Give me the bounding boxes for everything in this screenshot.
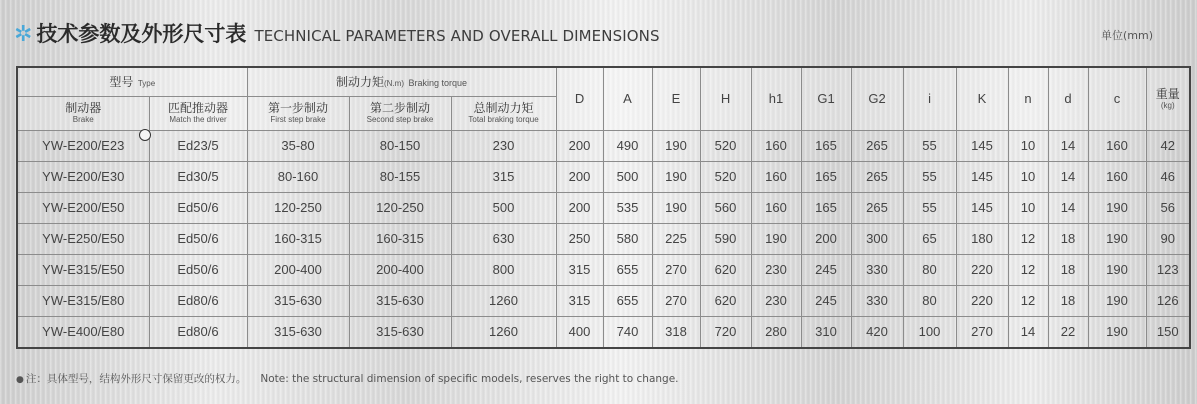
table-cell: 160-315 [247, 223, 349, 254]
table-cell: 560 [700, 192, 751, 223]
asterisk-icon: ✲ [14, 22, 33, 47]
table-cell: 230 [751, 254, 801, 285]
table-cell: 580 [603, 223, 652, 254]
table-cell: 490 [603, 130, 652, 161]
table-cell: 265 [851, 161, 903, 192]
table-cell: 22 [1048, 316, 1088, 348]
table-cell: 740 [603, 316, 652, 348]
brake-model-cell: YW-E200/E30 [17, 161, 149, 192]
table-cell: 190 [1088, 254, 1146, 285]
table-row [17, 192, 1190, 223]
table-cell: 620 [700, 254, 751, 285]
table-cell: 265 [851, 192, 903, 223]
table-cell: 630 [451, 223, 556, 254]
table-cell: 190 [1088, 192, 1146, 223]
table-cell: 123 [1146, 254, 1190, 285]
table-cell: 315 [556, 285, 603, 316]
table-cell: 165 [801, 192, 851, 223]
table-cell: 80-150 [349, 130, 451, 161]
page-title [14, 18, 660, 48]
table-cell: 300 [851, 223, 903, 254]
table-cell: 270 [652, 254, 700, 285]
table-cell: 500 [451, 192, 556, 223]
brake-model-cell: YW-E400/E80 [17, 316, 149, 348]
table-cell: 200-400 [349, 254, 451, 285]
table-cell: 190 [1088, 285, 1146, 316]
dim-header-H: H [700, 67, 751, 130]
table-cell: 330 [851, 254, 903, 285]
table-row [17, 316, 1190, 348]
table-cell: 310 [801, 316, 851, 348]
table-cell: 315 [556, 254, 603, 285]
table-cell: 190 [652, 161, 700, 192]
table-cell: 55 [903, 130, 956, 161]
table-cell: 12 [1008, 285, 1048, 316]
table-cell: 400 [556, 316, 603, 348]
table-cell: 318 [652, 316, 700, 348]
table-cell: 160-315 [349, 223, 451, 254]
driver-cell: Ed50/6 [149, 192, 247, 223]
table-cell: 55 [903, 161, 956, 192]
brake-model-cell: YW-E315/E50 [17, 254, 149, 285]
table-cell: 10 [1008, 192, 1048, 223]
table-cell: 230 [751, 285, 801, 316]
table-cell: 160 [751, 130, 801, 161]
table-cell: 315-630 [349, 285, 451, 316]
first-step-header: 第一步制动 First step brake [247, 96, 349, 130]
table-cell: 120-250 [349, 192, 451, 223]
table-cell: 160 [751, 161, 801, 192]
table-cell: 315-630 [247, 316, 349, 348]
table-cell: 65 [903, 223, 956, 254]
table-row [17, 161, 1190, 192]
table-cell: 165 [801, 161, 851, 192]
table-cell: 1260 [451, 285, 556, 316]
driver-cell: Ed80/6 [149, 316, 247, 348]
table-cell: 12 [1008, 223, 1048, 254]
dim-header-E: E [652, 67, 700, 130]
table-cell: 330 [851, 285, 903, 316]
table-cell: 46 [1146, 161, 1190, 192]
footnote [16, 371, 679, 386]
table-cell: 160 [751, 192, 801, 223]
table-cell: 80 [903, 254, 956, 285]
table-cell: 225 [652, 223, 700, 254]
dim-header-d: d [1048, 67, 1088, 130]
table-cell: 315-630 [247, 285, 349, 316]
table-cell: 200 [801, 223, 851, 254]
table-cell: 270 [652, 285, 700, 316]
driver-cell: Ed50/6 [149, 254, 247, 285]
table-cell: 520 [700, 130, 751, 161]
table-cell: 220 [956, 254, 1008, 285]
driver-cell: Ed23/5 [149, 130, 247, 161]
footnote-english: Note: the structural dimension of specific models, reserves the right to change. [260, 373, 679, 385]
table-cell: 250 [556, 223, 603, 254]
table-cell: 590 [700, 223, 751, 254]
table-cell: 80-160 [247, 161, 349, 192]
title-chinese: 技术参数及外形尺寸表 [36, 22, 247, 46]
table-cell: 145 [956, 130, 1008, 161]
table-cell: 245 [801, 254, 851, 285]
table-cell: 14 [1048, 192, 1088, 223]
braking-torque-header: 制动力矩(N.m) Braking torque [247, 67, 556, 96]
table-cell: 190 [652, 130, 700, 161]
table-cell: 165 [801, 130, 851, 161]
brake-model-cell: YW-E200/E23 [17, 130, 149, 161]
table-cell: 200 [556, 130, 603, 161]
dim-header-c: c [1088, 67, 1146, 130]
circle-marker-icon [139, 129, 151, 141]
table-cell: 190 [751, 223, 801, 254]
table-cell: 535 [603, 192, 652, 223]
table-cell: 200 [556, 161, 603, 192]
table-row [17, 285, 1190, 316]
table-cell: 90 [1146, 223, 1190, 254]
table-cell: 200-400 [247, 254, 349, 285]
table-cell: 190 [652, 192, 700, 223]
table-cell: 280 [751, 316, 801, 348]
table-cell: 80 [903, 285, 956, 316]
table-cell: 220 [956, 285, 1008, 316]
table-cell: 12 [1008, 254, 1048, 285]
table-cell: 10 [1008, 161, 1048, 192]
total-torque-header: 总制动力矩 Total braking torque [451, 96, 556, 130]
table-cell: 42 [1146, 130, 1190, 161]
dim-header-A: A [603, 67, 652, 130]
table-cell: 230 [451, 130, 556, 161]
dim-header-D: D [556, 67, 603, 130]
driver-cell: Ed30/5 [149, 161, 247, 192]
bullet-icon: ● [16, 375, 24, 385]
table-cell: 35-80 [247, 130, 349, 161]
table-cell: 14 [1008, 316, 1048, 348]
dim-header-G1: G1 [801, 67, 851, 130]
table-cell: 190 [1088, 223, 1146, 254]
title-english: TECHNICAL PARAMETERS AND OVERALL DIMENSIONS [254, 27, 660, 45]
table-cell: 520 [700, 161, 751, 192]
table-cell: 1260 [451, 316, 556, 348]
table-cell: 180 [956, 223, 1008, 254]
unit-label: 单位(mm) [1100, 29, 1153, 42]
table-cell: 200 [556, 192, 603, 223]
table-cell: 315 [451, 161, 556, 192]
table-cell: 190 [1088, 316, 1146, 348]
second-step-header: 第二步制动 Second step brake [349, 96, 451, 130]
table-cell: 100 [903, 316, 956, 348]
table-cell: 270 [956, 316, 1008, 348]
weight-header: 重量 (kg) [1146, 67, 1190, 130]
driver-cell: Ed50/6 [149, 223, 247, 254]
table-cell: 620 [700, 285, 751, 316]
table-cell: 265 [851, 130, 903, 161]
table-cell: 80-155 [349, 161, 451, 192]
table-cell: 18 [1048, 285, 1088, 316]
table-cell: 315-630 [349, 316, 451, 348]
table-cell: 655 [603, 285, 652, 316]
footnote-chinese: 注：具体型号，结构外形尺寸保留更改的权力。 [25, 373, 247, 385]
dim-header-G2: G2 [851, 67, 903, 130]
brake-header: 制动器 Brake [17, 96, 149, 130]
table-cell: 18 [1048, 223, 1088, 254]
driver-cell: Ed80/6 [149, 285, 247, 316]
brake-model-cell: YW-E200/E50 [17, 192, 149, 223]
table-cell: 55 [903, 192, 956, 223]
type-header: 型号 Type [17, 67, 247, 96]
table-cell: 14 [1048, 130, 1088, 161]
table-cell: 160 [1088, 161, 1146, 192]
table-cell: 720 [700, 316, 751, 348]
brake-model-cell: YW-E315/E80 [17, 285, 149, 316]
dim-header-i: i [903, 67, 956, 130]
dim-header-h1: h1 [751, 67, 801, 130]
table-cell: 420 [851, 316, 903, 348]
table-cell: 10 [1008, 130, 1048, 161]
table-cell: 245 [801, 285, 851, 316]
table-row [17, 130, 1190, 161]
brake-model-cell: YW-E250/E50 [17, 223, 149, 254]
table-cell: 500 [603, 161, 652, 192]
table-body [17, 130, 1190, 348]
table-cell: 120-250 [247, 192, 349, 223]
table-cell: 14 [1048, 161, 1088, 192]
table-cell: 145 [956, 192, 1008, 223]
table-cell: 126 [1146, 285, 1190, 316]
dim-header-K: K [956, 67, 1008, 130]
table-cell: 145 [956, 161, 1008, 192]
table-row [17, 254, 1190, 285]
table-cell: 18 [1048, 254, 1088, 285]
table-cell: 150 [1146, 316, 1190, 348]
table-cell: 800 [451, 254, 556, 285]
parameters-table [16, 66, 1191, 349]
dim-header-n: n [1008, 67, 1048, 130]
table-cell: 655 [603, 254, 652, 285]
table-cell: 160 [1088, 130, 1146, 161]
driver-header: 匹配推动器 Match the driver [149, 96, 247, 130]
table-row [17, 223, 1190, 254]
table-cell: 56 [1146, 192, 1190, 223]
